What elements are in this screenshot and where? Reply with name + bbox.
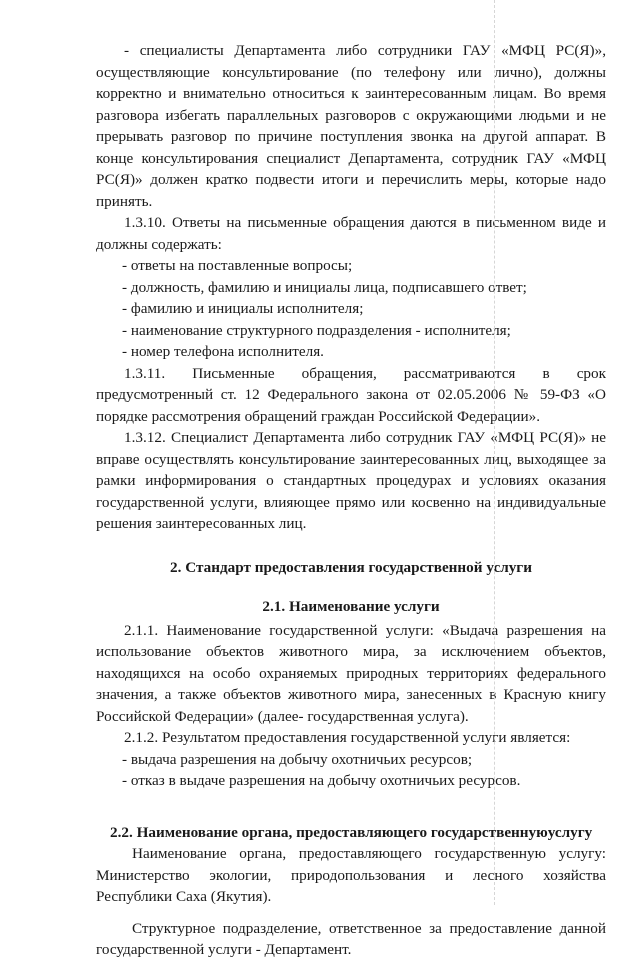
subsection-2-1-heading: 2.1. Наименование услуги: [262, 598, 440, 615]
list-item: - фамилию и инициалы исполнителя;: [122, 300, 364, 317]
list-service-results: [96, 749, 606, 792]
paragraph-2-2-department: Структурное подразделение, ответственное за предоставление данной государственной услуги - Департамент.: [96, 919, 606, 958]
paragraph-1-3-11: 1.3.11. Письменные обращения, рассматриваются в срок предусмотренный ст. 12 Федерального закона от 02.05.2006 № 59-ФЗ «О порядке рассмотрения обращений граждан Российской Федерации».: [96, 364, 606, 425]
list-written-answer-contents: [96, 255, 606, 363]
list-item: - номер телефона исполнителя.: [122, 343, 324, 360]
list-item: - выдача разрешения на добычу охотничьих ресурсов;: [122, 750, 473, 768]
scan-fold-line: [494, 0, 495, 905]
list-item: - ответы на поставленные вопросы;: [122, 257, 353, 274]
paragraph-consulting-rules: - специалисты Департамента либо сотрудники ГАУ «МФЦ РС(Я)», осуществляющие консультирование (по телефону или лично), должны корректно и внимательно относиться к заинтересованным лицам. Во время разговора избегать параллельных разговоров с окружающими людьми и не прерывать разговор по причине поступления звонка на другой аппарат. В конце консультирования специалист Департамента, сотрудник ГАУ «МФЦ РС(Я)» должен кратко подвести итоги и перечислить меры, которые надо принять.: [96, 42, 606, 210]
list-item: - наименование структурного подразделения - исполнителя;: [122, 321, 511, 339]
list-item: - отказ в выдаче разрешения на добычу охотничьих ресурсов.: [122, 772, 521, 789]
paragraph-2-1-2: 2.1.2. Результатом предоставления государственной услуги является:: [124, 729, 571, 746]
paragraph-2-1-1: 2.1.1. Наименование государственной услуги: «Выдача разрешения на использование объектов животного мира, за исключением объектов, находящихся на особо охраняемых природных территориях федерального значения, а также объектов животного мира, занесенных в Красную книгу Российской Федерации» (далее- государственная услуга).: [96, 621, 606, 725]
paragraph-1-3-10: 1.3.10. Ответы на письменные обращения даются в письменном виде и должны содержать:: [96, 214, 606, 253]
list-item: - должность, фамилию и инициалы лица, подписавшего ответ;: [122, 278, 527, 296]
section-2-heading: 2. Стандарт предоставления государственной услуги: [170, 558, 532, 576]
paragraph-1-3-12: 1.3.12. Специалист Департамента либо сотрудник ГАУ «МФЦ РС(Я)» не вправе осуществлять консультирование заинтересованных лиц, выходящее за рамки информирования о стандартных процедурах и условиях оказания государственной услуги, влияющее прямо или косвенно на индивидуальные решения заинтересованных лиц.: [96, 429, 606, 532]
subsection-2-2-heading: 2.2. Наименование органа, предоставляющего государственнуюуслугу: [110, 823, 593, 841]
paragraph-2-2-organ: Наименование органа, предоставляющего государственную услугу: Министерство экологии, природопользования и лесного хозяйства Республики Саха (Якутия).: [96, 845, 606, 905]
